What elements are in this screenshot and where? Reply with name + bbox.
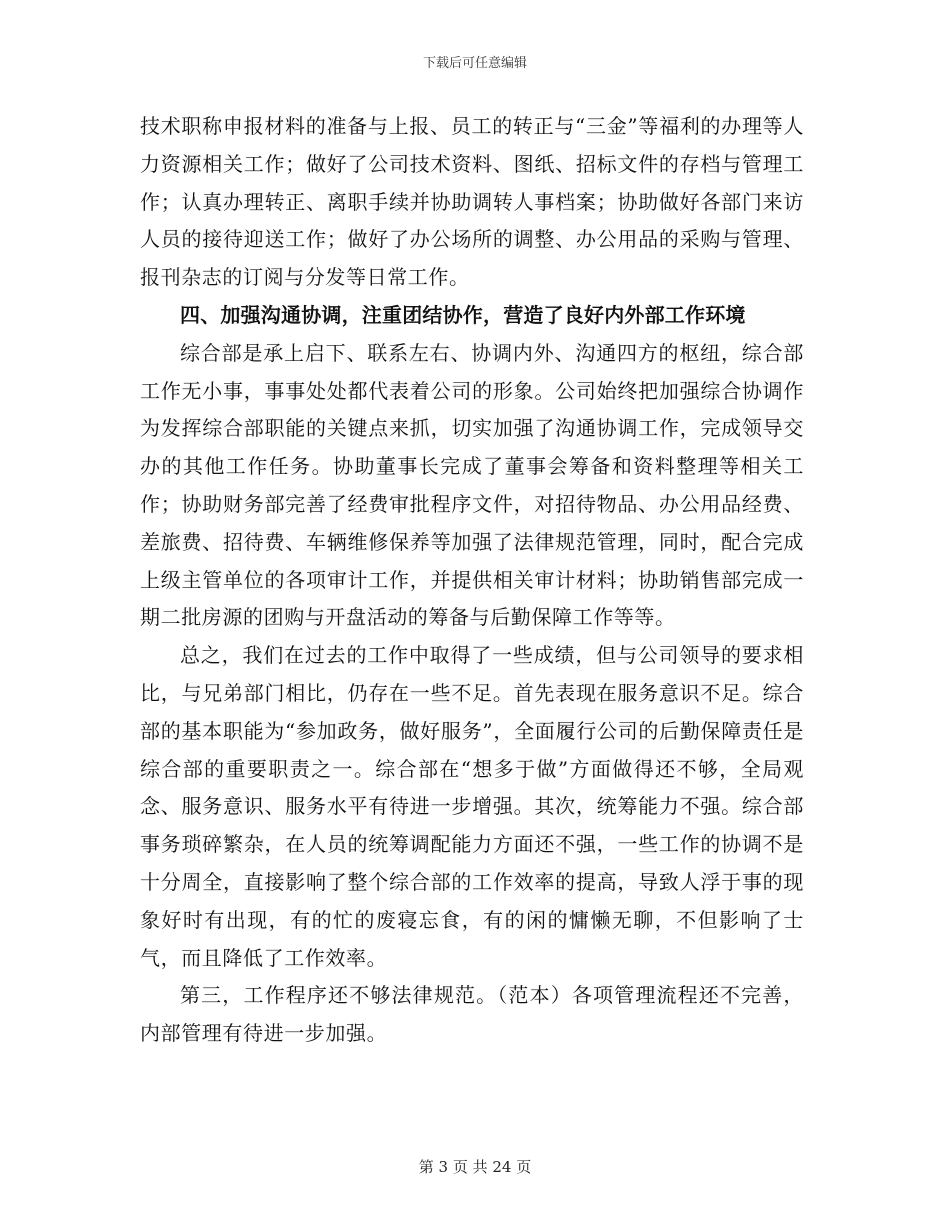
paragraph-summary: 总之，我们在过去的工作中取得了一些成绩，但与公司领导的要求相比，与兄弟部门相比，仍存在一些不足。首先表现在服务意识不足。综合部的基本职能为“参加政务，做好服务”，全面履行公司的后勤保障责任是综合部的重要职责之一。综合部在“想多于做”方面做得还不够，全局观念、服务意识、服务水平有待进一步增强。其次，统筹能力不强。综合部事务琐碎繁杂，在人员的统筹调配能力方面还不强，一些工作的协调不是十分周全，直接影响了整个综合部的工作效率的提高，导致人浮于事的现象好时有出现，有的忙的废寝忘食，有的闲的慵懒无聊，不但影响了士气，而且降低了工作效率。 [140,643,804,970]
document-body [140,108,804,1053]
paragraph-coordination: 综合部是承上启下、联系左右、协调内外、沟通四方的枢纽，综合部工作无小事，事事处处都代表着公司的形象。公司始终把加强综合协调作为发挥综合部职能的关键点来抓，切实加强了沟通协调工作，完成领导交办的其他工作任务。协助董事长完成了董事会筹备和资料整理等相关工作；协助财务部完善了经费审批程序文件，对招待物品、办公用品经费、差旅费、招待费、车辆维修保养等加强了法律规范管理，同时，配合完成上级主管单位的各项审计工作，并提供相关审计材料；协助销售部完成一期二批房源的团购与开盘活动的筹备与后勤保障工作等等。 [140,340,804,630]
section-heading: 四、加强沟通协调，注重团结协作，营造了良好内外部工作环境 [180,302,746,327]
paragraph-continuation: 技术职称申报材料的准备与上报、员工的转正与“三金”等福利的办理等人力资源相关工作；做好了公司技术资料、图纸、招标文件的存档与管理工作；认真办理转正、离职手续并协助调转人事档案；协助做好各部门来访人员的接待迎送工作；做好了办公场所的调整、办公用品的采购与管理、报刊杂志的订阅与分发等日常工作。 [140,114,804,290]
paragraph-third-point: 第三，工作程序还不够法律规范。（范本）各项管理流程还不完善，内部管理有待进一步加强。 [140,983,804,1046]
page-number: 第 3 页 共 24 页 [418,1158,532,1176]
page-header-note: 下载后可任意编辑 [422,56,527,71]
